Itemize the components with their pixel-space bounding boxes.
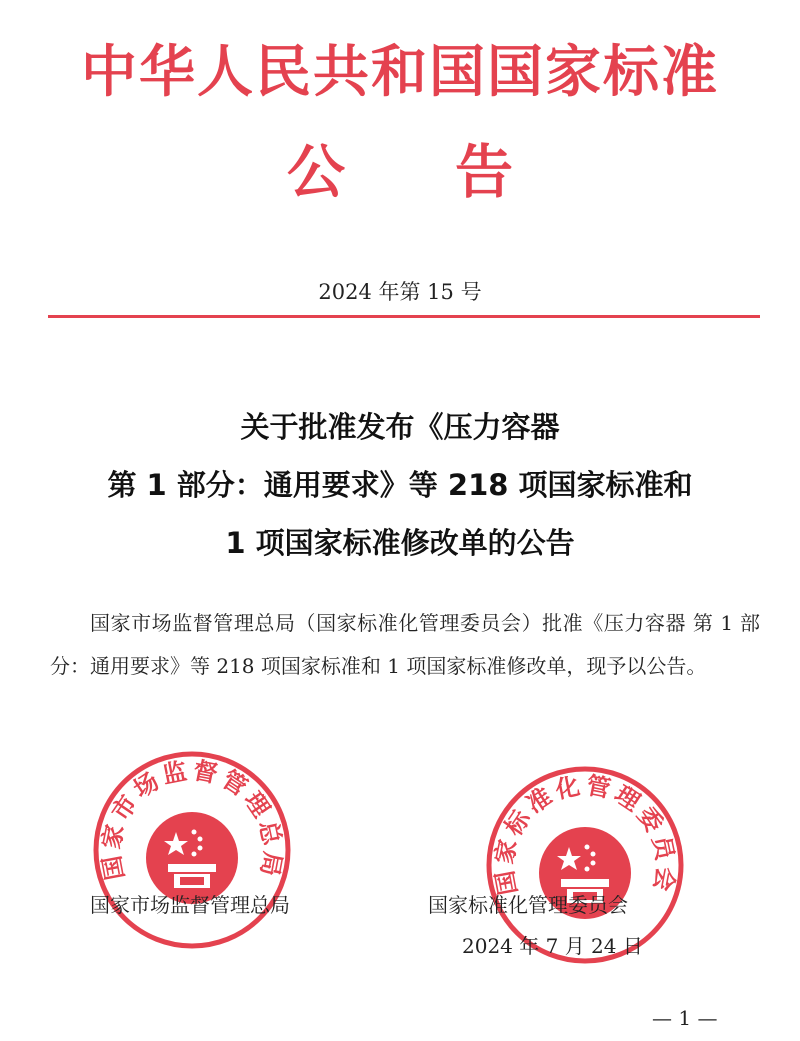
header-title: 中华人民共和国国家标准 [81, 40, 719, 105]
issue-date: 2024 年 7 月 24 日 [462, 934, 643, 958]
issue-number: 2024 年第 15 号 [318, 280, 482, 304]
title-line-2: 第 1 部分：通用要求》等 218 项国家标准和 [107, 468, 693, 502]
title-line-1: 关于批准发布《压力容器 [240, 410, 560, 444]
red-divider [48, 315, 760, 318]
seal-left-text: 国家市场监督管理总局 [97, 756, 287, 883]
header-subtitle: 公告 [286, 138, 623, 206]
seal-right-text: 国家标准化管理委员会 [490, 771, 680, 898]
title-line-3: 1 项国家标准修改单的公告 [225, 526, 575, 560]
announcement-body: 国家市场监督管理总局（国家标准化管理委员会）批准《压力容器 第 1 部分：通用要求》等 218 项国家标准和 1 项国家标准修改单，现予以公告。 [50, 611, 760, 678]
signer-right: 国家标准化管理委员会 [428, 893, 628, 917]
official-seal-left [92, 750, 292, 950]
page-number: — 1 — [652, 1006, 718, 1030]
signer-left: 国家市场监督管理总局 [90, 893, 290, 917]
document-title [40, 398, 760, 572]
